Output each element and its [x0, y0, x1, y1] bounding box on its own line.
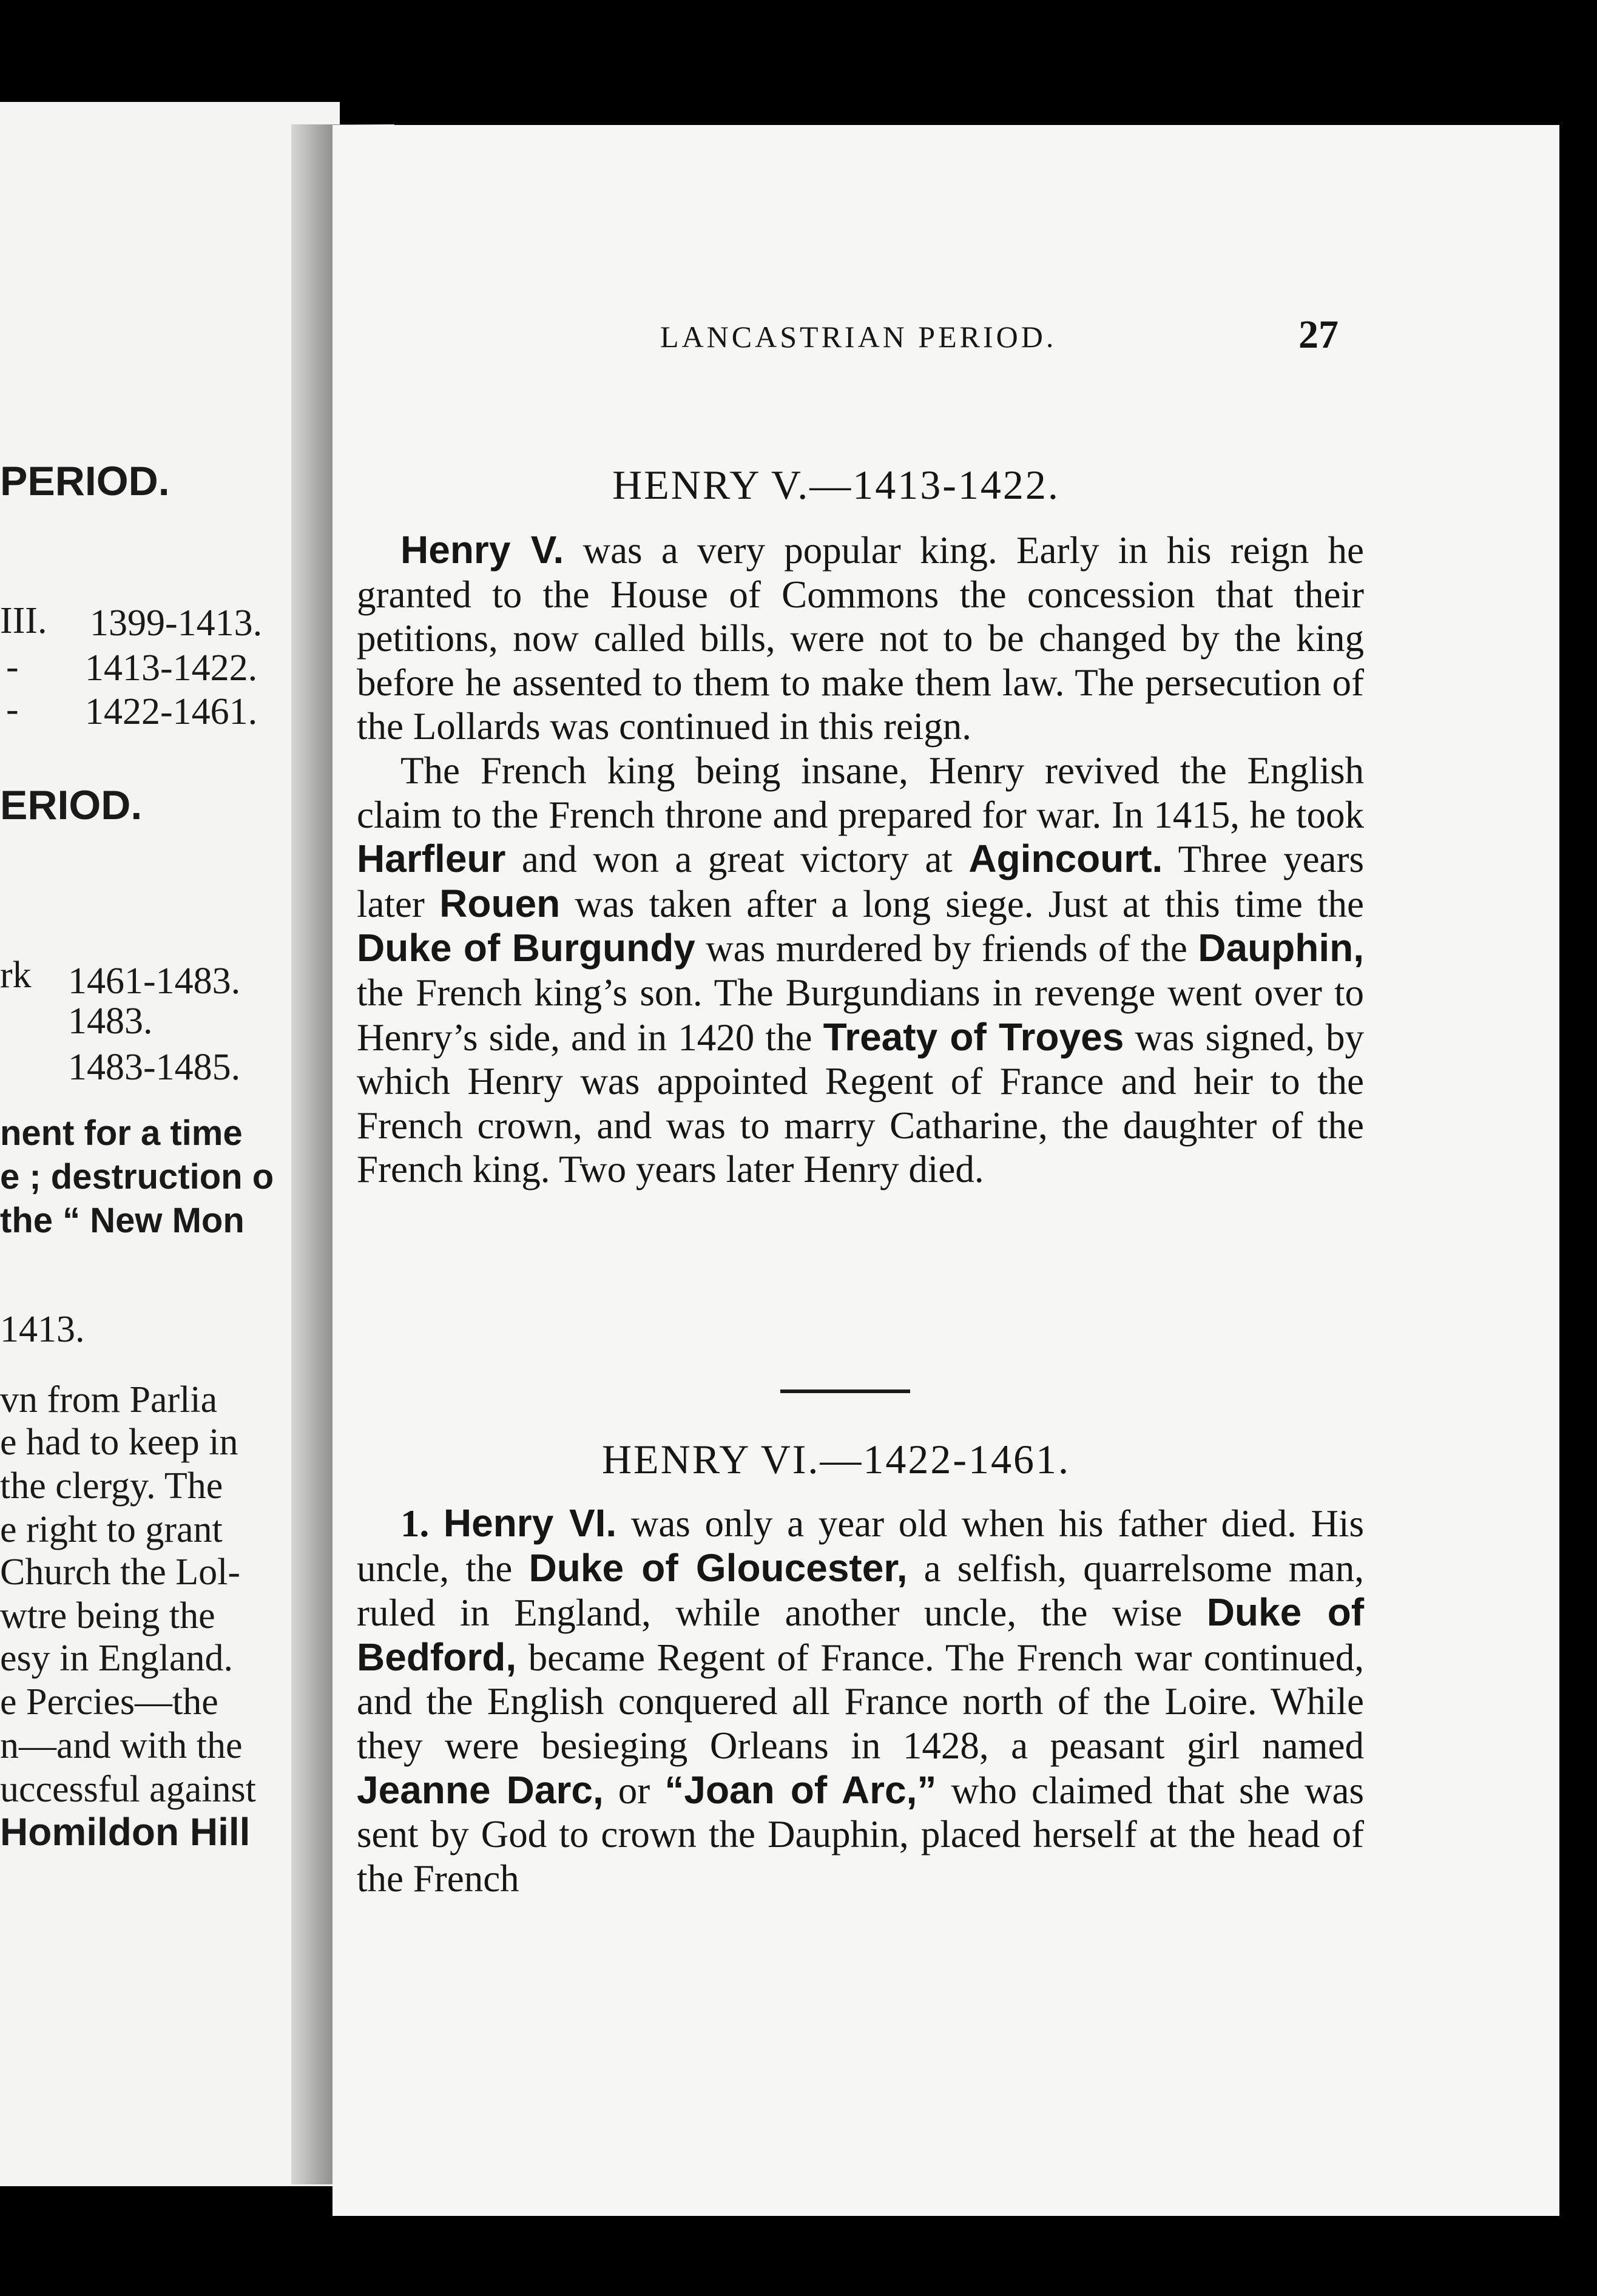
paragraph-text: was taken after a long siege. Just at this time the: [560, 882, 1364, 925]
section-henry-v-body: [357, 528, 1364, 1192]
left-reign-dates: 1461-1483.: [68, 961, 241, 1002]
left-reign-name: -: [6, 689, 19, 730]
paragraph-text: or: [603, 1769, 665, 1812]
section-title-henry-vi: HENRY VI.—1422-1461.: [601, 1436, 1071, 1482]
left-reign-dates: 1483-1485.: [68, 1047, 241, 1088]
left-reign-dates: 1413-1422.: [85, 647, 258, 689]
paragraph: [357, 1501, 1364, 1900]
left-body-line: Church the Lol-: [0, 1551, 241, 1593]
paragraph-text: became Regent of France. The French war continued, and the English conquered all France north of the Loire. While they were besieging Orleans in 1428, a peasant girl named: [357, 1636, 1364, 1767]
key-term: Rouen: [439, 881, 561, 925]
left-body-line: esy in England.: [0, 1638, 233, 1679]
key-term: Duke of Burgundy: [357, 926, 695, 970]
paragraph-text: and won a great victory at: [505, 838, 969, 881]
left-summary-line: the “ New Mon: [0, 1201, 245, 1240]
paragraph-text: was only a year old when his father died. His uncle, the: [357, 1502, 1365, 1590]
key-term: Treaty of Troyes: [823, 1015, 1124, 1059]
left-body-line: wtre being the: [0, 1595, 215, 1636]
left-body-line: uccessful against: [0, 1769, 256, 1810]
paragraph-text: was a very popular king. Early in his reign he granted to the House of Commons the concession that their petitions, now called bills, were not to be changed by the king before he assented to them to make them law. The persecution of the Lollards was continued in this reign.: [357, 529, 1364, 748]
section-divider: [780, 1389, 910, 1393]
left-reign-name: III.: [0, 600, 47, 641]
key-term: “Joan of Arc,”: [664, 1768, 937, 1812]
key-term: Jeanne Darc,: [357, 1768, 604, 1812]
paragraph-text: was signed, by which Henry was appointed Regent of France and heir to the French crown, and was to marry Catharine, the daughter of the French king. Two years later Henry died.: [357, 1016, 1365, 1191]
key-term: Duke of Gloucester,: [528, 1545, 908, 1590]
key-term: Harfleur: [357, 837, 506, 881]
key-term: Henry V.: [400, 528, 564, 572]
left-reign-dates: 1483.: [68, 1001, 153, 1042]
left-body-line: the clergy. The: [0, 1465, 223, 1507]
right-page: [333, 125, 1559, 2216]
left-page: [0, 102, 340, 2186]
key-term: Dauphin,: [1198, 926, 1364, 970]
running-title: LANCASTRIAN PERIOD.: [660, 320, 1057, 354]
left-reign-name: -: [6, 646, 19, 687]
paragraph-text: was murdered by friends of the: [695, 927, 1198, 970]
paragraph-text: the French king’s son. The Burgundians in revenge went over to Henry’s side, and in 1420 the: [357, 971, 1364, 1059]
paragraph-text: Three years later: [357, 838, 1364, 925]
left-body-line: Homildon Hill: [0, 1810, 251, 1854]
paragraph: [357, 528, 1364, 749]
left-body-line: vn from Parlia: [0, 1379, 218, 1420]
left-reign-name: rk: [0, 954, 32, 996]
left-heading-2: ERIOD.: [0, 782, 143, 828]
left-year-line: 1413.: [0, 1309, 85, 1350]
paragraph-text: The French king being insane, Henry revived the English claim to the French throne and prepared for war. In 1415, he took: [357, 749, 1364, 836]
left-body-line: e Percies—the: [0, 1681, 218, 1723]
left-reign-dates: 1399-1413.: [90, 603, 263, 644]
section-henry-vi-body: [357, 1501, 1364, 1900]
left-heading-1: PERIOD.: [0, 458, 170, 504]
left-reign-dates: 1422-1461.: [85, 691, 258, 732]
key-term: Agincourt.: [968, 837, 1163, 881]
paragraph-text: who claimed that she was sent by God to crown the Dauphin, placed herself at the head of the French: [357, 1769, 1365, 1900]
left-body-line: n—and with the: [0, 1725, 243, 1766]
left-summary-line: e ; destruction o: [0, 1157, 274, 1197]
left-body-line: e right to grant: [0, 1509, 223, 1550]
paragraph-text: a selfish, quarrelsome man, ruled in England, while another uncle, the wise: [357, 1547, 1364, 1635]
left-body-line: e had to keep in: [0, 1422, 238, 1463]
key-term: Henry VI.: [443, 1501, 617, 1545]
paragraph-number: 1.: [400, 1502, 430, 1545]
left-summary-line: nent for a time: [0, 1113, 243, 1153]
key-term: Duke of Bedford,: [357, 1590, 1365, 1679]
section-title-henry-v: HENRY V.—1413-1422.: [612, 462, 1060, 508]
page-number: 27: [1298, 312, 1339, 357]
running-head: [333, 312, 1559, 380]
paragraph: [357, 749, 1364, 1192]
